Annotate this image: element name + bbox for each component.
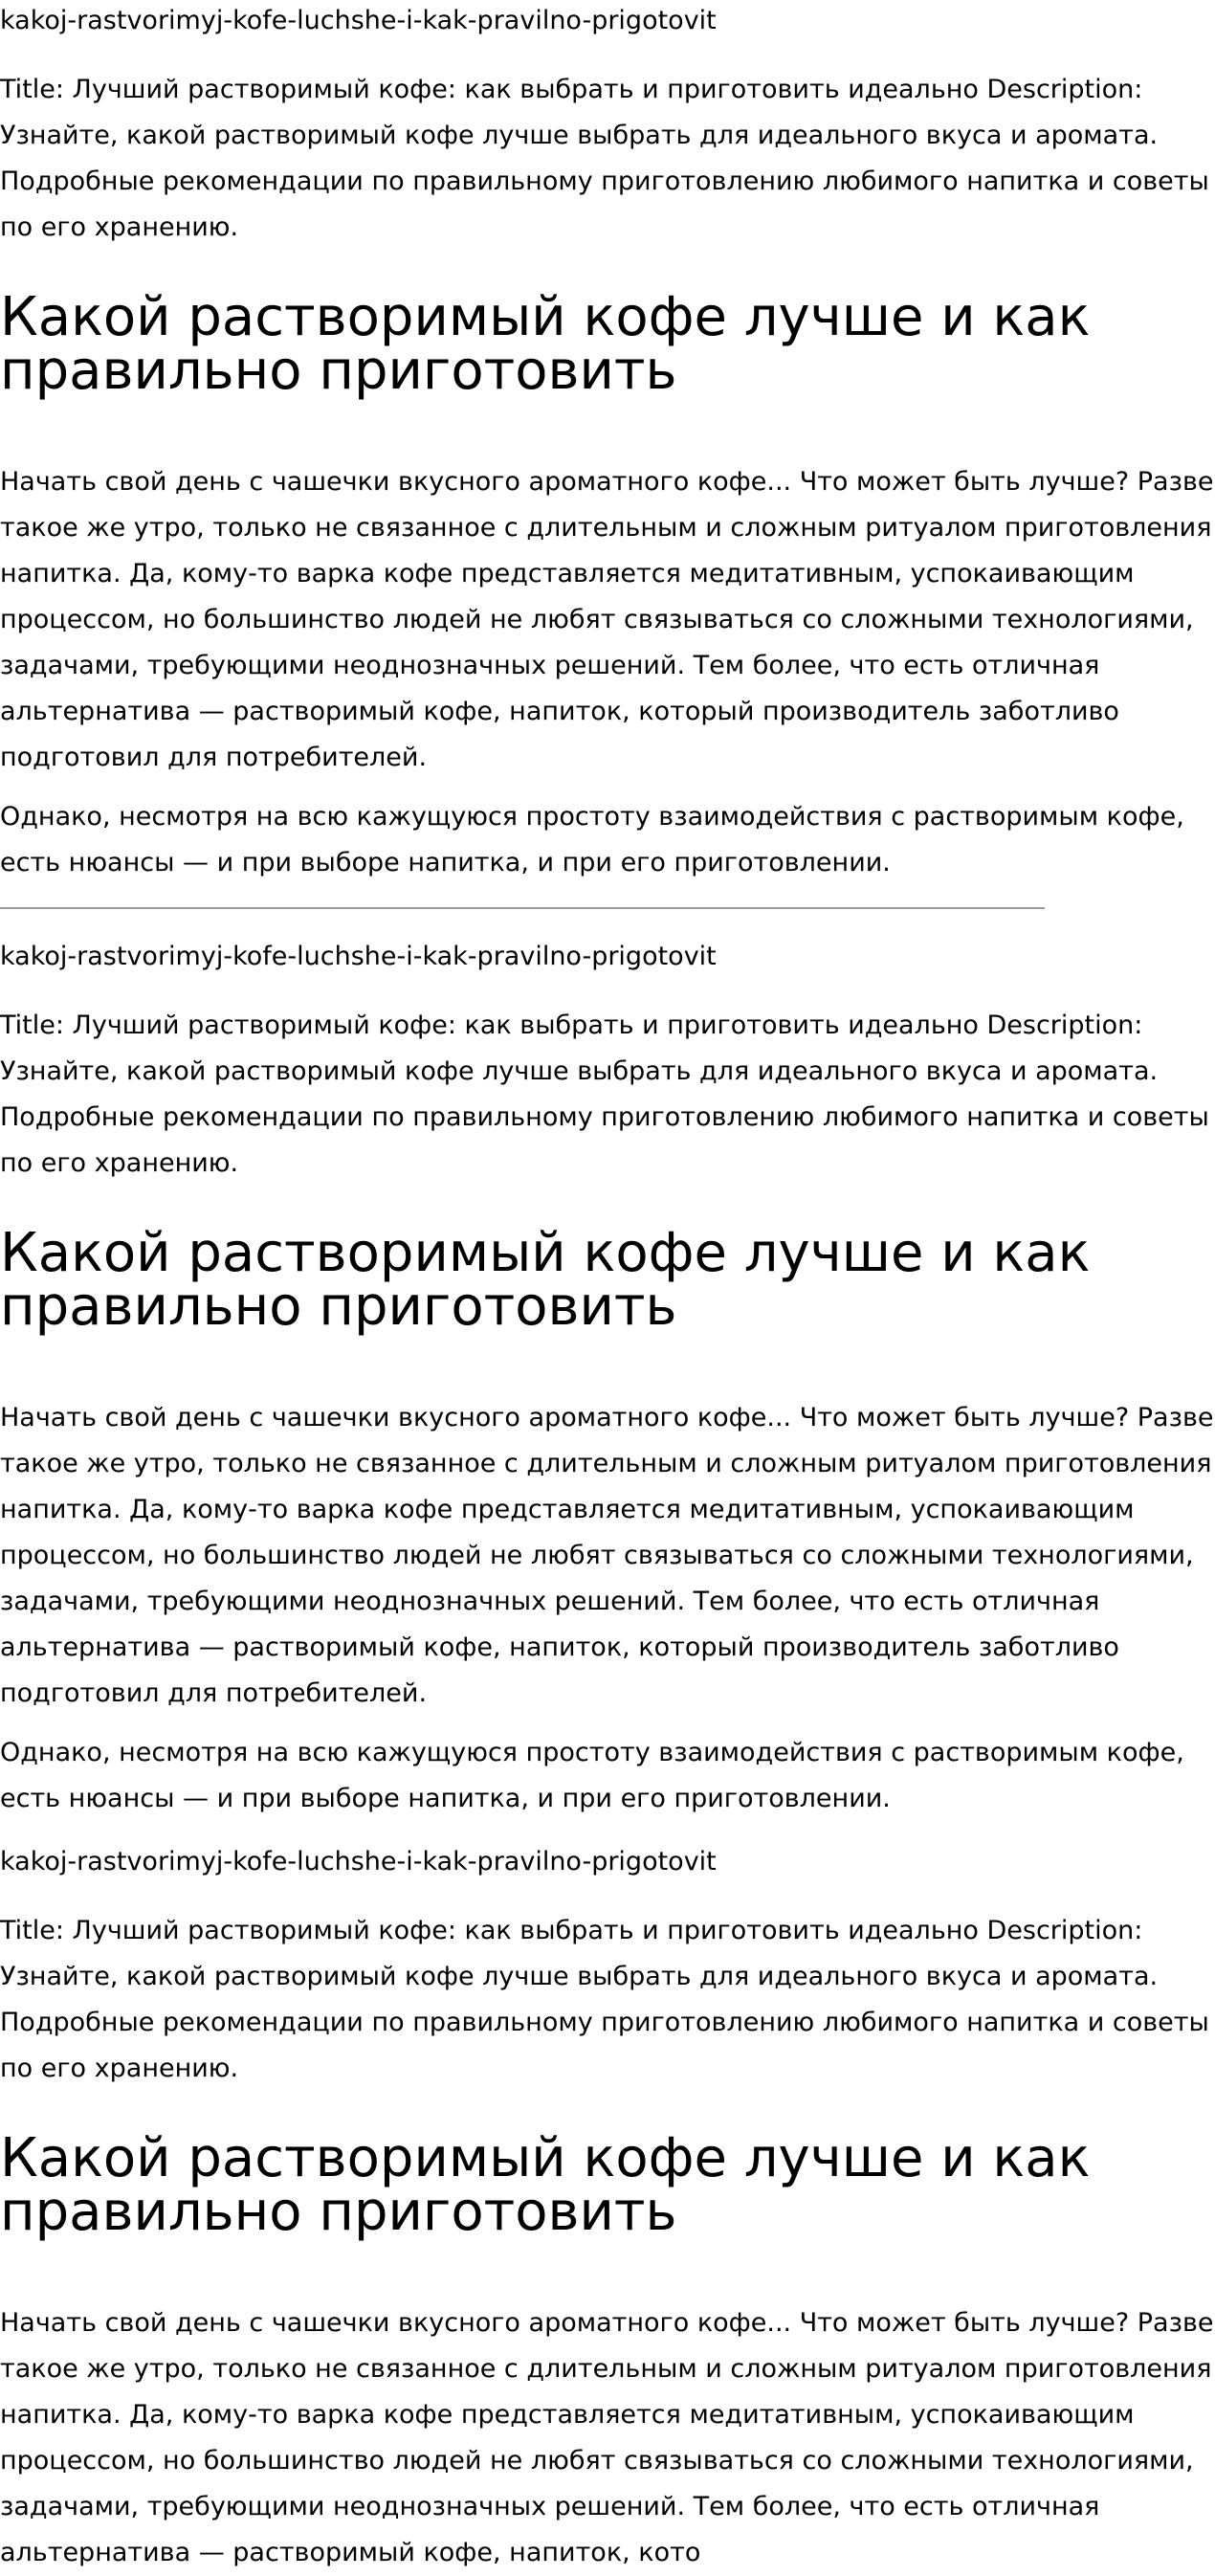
seo-meta-text: Title: Лучший растворимый кофе: как выбрать и приготовить идеально Description: Узнайте, какой растворимый кофе лучше выбрать для идеального вкуса и аромата. Подробные рекомендации по правильному приготовлению любимого напитка и советы по его хранению. <box>0 1916 1209 2083</box>
seo-meta-text: Title: Лучший растворимый кофе: как выбрать и приготовить идеально Description: Узнайте, какой растворимый кофе лучше выбрать для идеального вкуса и аромата. Подробные рекомендации по правильному приготовлению любимого напитка и советы по его хранению. <box>0 1010 1209 1178</box>
article-paragraph-nuances: Однако, несмотря на всю кажущуюся простоту взаимодействия с растворимым кофе, есть нюансы — и при выборе напитка, и при его приготовлении. <box>0 802 1184 877</box>
section-divider <box>0 907 1045 909</box>
article-heading: Какой растворимый кофе лучше и как правильно приготовить <box>0 286 1091 402</box>
article-slug: kakoj-rastvorimyj-kofe-luchshe-i-kak-pravilno-prigotovit <box>0 1847 717 1876</box>
article-heading: Какой растворимый кофе лучше и как правильно приготовить <box>0 1222 1091 1338</box>
seo-meta-text: Title: Лучший растворимый кофе: как выбрать и приготовить идеально Description: Узнайте, какой растворимый кофе лучше выбрать для идеального вкуса и аромата. Подробные рекомендации по правильному приготовлению любимого напитка и советы по его хранению. <box>0 75 1209 242</box>
article-paragraph-nuances: Однако, несмотря на всю кажущуюся простоту взаимодействия с растворимым кофе, есть нюансы — и при выборе напитка, и при его приготовлении. <box>0 1738 1184 1813</box>
article-slug: kakoj-rastvorimyj-kofe-luchshe-i-kak-pravilno-prigotovit <box>0 942 717 971</box>
article-paragraph-intro: Начать свой день с чашечки вкусного ароматного кофе... Что может быть лучше? Разве такое же утро, только не связанное с длительным и сложным ритуалом приготовления напитка. Да, кому-то варка кофе представляется медитативным, успокаивающим процессом, но большинство людей не любят связываться со сложными технологиями, задачами, требующими неоднозначных решений. Тем более, что есть отличная альтернатива — растворимый кофе, напиток, который производитель заботливо подготовил для потребителей. <box>0 1403 1214 1708</box>
article-heading: Какой растворимый кофе лучше и как правильно приготовить <box>0 2127 1091 2243</box>
article-block-2 <box>0 936 1215 1822</box>
article-paragraph-intro-truncated: Начать свой день с чашечки вкусного ароматного кофе... Что может быть лучше? Разве такое же утро, только не связанное с длительным и сложным ритуалом приготовления напитка. Да, кому-то варка кофе представляется медитативным, успокаивающим процессом, но большинство людей не любят связываться со сложными технологиями, задачами, требующими неоднозначных решений. Тем более, что есть отличная альтернатива — растворимый кофе, напиток, кото <box>0 2308 1214 2567</box>
article-paragraph-intro: Начать свой день с чашечки вкусного ароматного кофе... Что может быть лучше? Разве такое же утро, только не связанное с длительным и сложным ритуалом приготовления напитка. Да, кому-то варка кофе представляется медитативным, успокаивающим процессом, но большинство людей не любят связываться со сложными технологиями, задачами, требующими неоднозначных решений. Тем более, что есть отличная альтернатива — растворимый кофе, напиток, который производитель заботливо подготовил для потребителей. <box>0 467 1214 772</box>
article-block-3 <box>0 1841 1215 2576</box>
article-slug: kakoj-rastvorimyj-kofe-luchshe-i-kak-pravilno-prigotovit <box>0 6 717 35</box>
article-block-1 <box>0 0 1215 886</box>
